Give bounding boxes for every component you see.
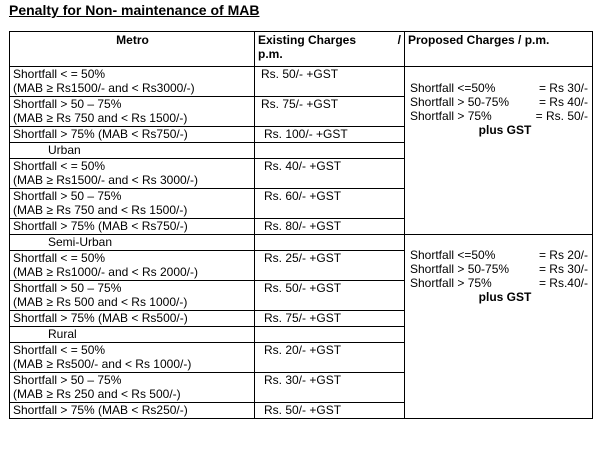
existing-charge: Rs. 50/- +GST (255, 281, 405, 311)
existing-charge: Rs. 40/- +GST (255, 159, 405, 189)
empty-cell (255, 143, 405, 159)
shortfall-condition: Shortfall < = 50% (MAB ≥ Rs500/- and < Rs 1000/-) (10, 343, 255, 373)
header-existing-label: Existing Charges (258, 33, 357, 47)
proposal-line: Shortfall <=50% = Rs 30/- (410, 81, 588, 95)
penalty-table (9, 31, 593, 419)
proposal-line: Shortfall > 50-75% = Rs 40/- (410, 95, 588, 109)
proposed-charges-block (405, 235, 593, 419)
existing-charge: Rs. 75/- +GST (255, 311, 405, 327)
proposal-line: Shortfall > 75% = Rs. 50/- (410, 109, 588, 123)
header-existing-charges (255, 32, 405, 67)
header-existing-slash: / (397, 33, 401, 47)
empty-cell (255, 327, 405, 343)
proposal-line: Shortfall > 50-75% = Rs 30/- (410, 262, 588, 276)
shortfall-condition: Shortfall > 50 – 75% (MAB ≥ Rs 500 and < Rs 1000/-) (10, 281, 255, 311)
existing-charge: Rs. 60/- +GST (255, 189, 405, 219)
category-label: Semi-Urban (10, 235, 255, 251)
existing-charge: Rs. 20/- +GST (255, 343, 405, 373)
proposed-charges-block (405, 67, 593, 235)
header-category: Metro (10, 32, 255, 67)
proposal-line: Shortfall > 75% = Rs.40/- (410, 276, 588, 290)
proposal-line: Shortfall <=50% = Rs 20/- (410, 248, 588, 262)
existing-charge: Rs. 100/- +GST (255, 127, 405, 143)
header-proposed-charges: Proposed Charges / p.m. (405, 32, 593, 67)
shortfall-condition: Shortfall > 75% (MAB < Rs750/-) (10, 219, 255, 235)
shortfall-condition: Shortfall > 50 – 75% (MAB ≥ Rs 750 and < Rs 1500/-) (10, 189, 255, 219)
shortfall-condition: Shortfall > 75% (MAB < Rs500/-) (10, 311, 255, 327)
page-title: Penalty for Non- maintenance of MAB (9, 2, 260, 18)
existing-charge: Rs. 25/- +GST (255, 251, 405, 281)
category-label: Urban (10, 143, 255, 159)
table-header-row (10, 32, 593, 67)
shortfall-condition: Shortfall > 50 – 75% (MAB ≥ Rs 250 and < Rs 500/-) (10, 373, 255, 403)
header-existing-unit: p.m. (258, 47, 283, 61)
category-row (10, 235, 593, 251)
category-label: Rural (10, 327, 255, 343)
existing-charge: Rs. 75/- +GST (255, 97, 405, 127)
shortfall-condition: Shortfall > 75% (MAB < Rs750/-) (10, 127, 255, 143)
shortfall-condition: Shortfall > 50 – 75% (MAB ≥ Rs 750 and < Rs 1500/-) (10, 97, 255, 127)
existing-charge: Rs. 30/- +GST (255, 373, 405, 403)
shortfall-condition: Shortfall > 75% (MAB < Rs250/-) (10, 403, 255, 419)
existing-charge: Rs. 50/- +GST (255, 403, 405, 419)
proposal-gst-note: plus GST (478, 123, 532, 137)
proposal-gst-note: plus GST (478, 290, 532, 304)
shortfall-condition: Shortfall < = 50% (MAB ≥ Rs1000/- and < Rs 2000/-) (10, 251, 255, 281)
empty-cell (255, 235, 405, 251)
shortfall-condition: Shortfall < = 50% (MAB ≥ Rs1500/- and < Rs 3000/-) (10, 159, 255, 189)
shortfall-condition: Shortfall < = 50% (MAB ≥ Rs1500/- and < Rs3000/-) (10, 67, 255, 97)
table-row (10, 67, 593, 97)
existing-charge: Rs. 50/- +GST (255, 67, 405, 97)
existing-charge: Rs. 80/- +GST (255, 219, 405, 235)
